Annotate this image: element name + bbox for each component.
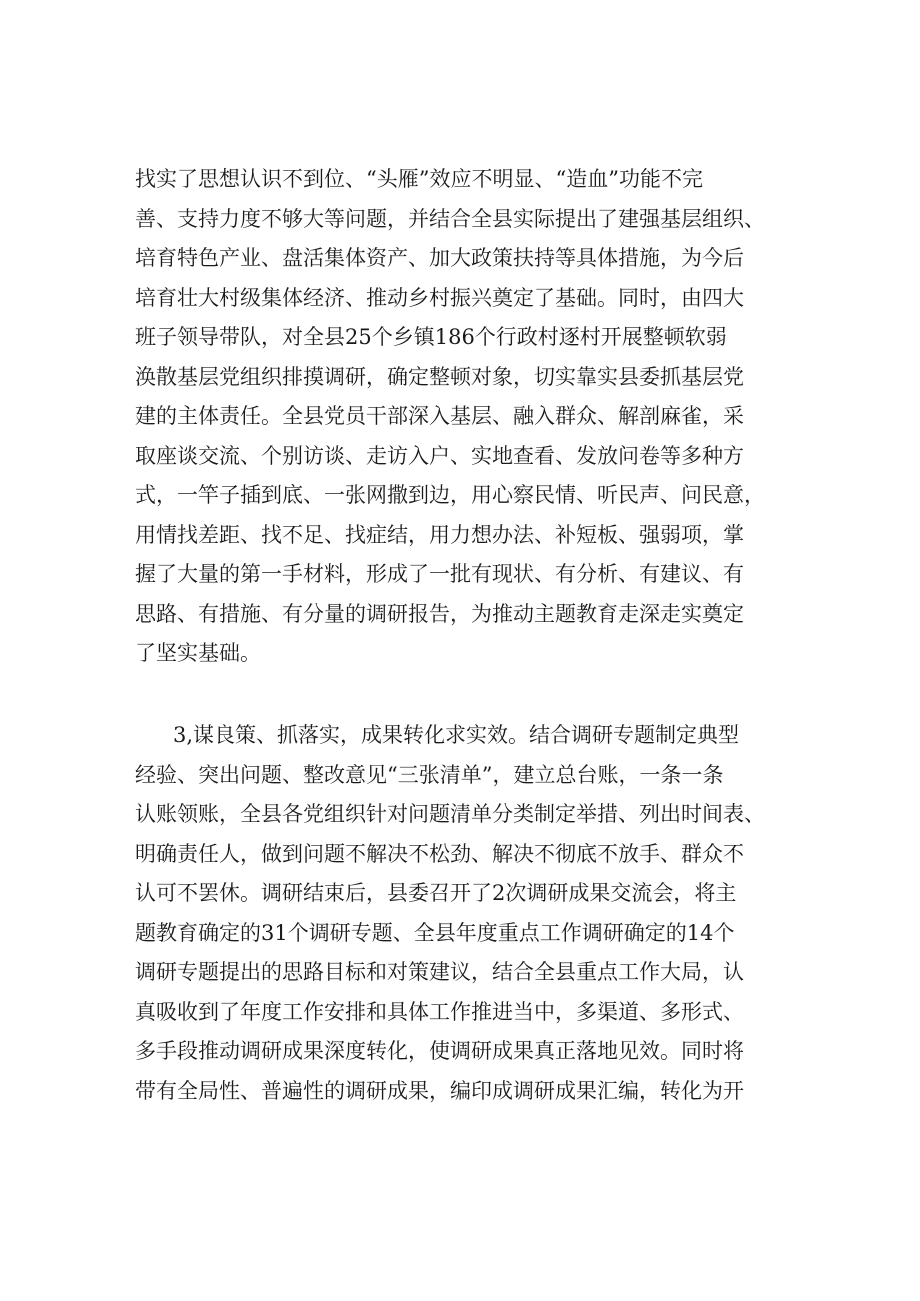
- paragraph-research-findings: [135, 160, 815, 674]
- text-line-first: 3,谋良策、抓落实，成果转化求实效。结合调研专题制定典型: [173, 723, 740, 747]
- text-line: 用情找差距、找不足、找症结，用力想办法、补短板、强弱项，掌: [135, 522, 744, 547]
- text-line: 找实了思想认识不到位、“头雁”效应不明显、“造血”功能不完: [135, 167, 703, 191]
- text-line: 善、支持力度不够大等问题，并结合全县实际提出了建强基层组织、: [135, 206, 765, 231]
- text-line: 认可不罢休。调研结束后，县委召开了2次调研成果交流会，将主: [135, 881, 737, 905]
- text-line: 明确责任人，做到问题不解决不松劲、解决不彻底不放手、群众不: [135, 841, 744, 866]
- text-line: 建的主体责任。全县党员干部深入基层、融入群众、解剖麻雀，采: [135, 404, 744, 428]
- text-line: 式，一竿子插到底、一张网撒到边，用心察民情、听民声、问民意，: [135, 483, 765, 507]
- text-line: 经验、突出问题、整改意见“三张清单”，建立总台账，一条一条: [135, 762, 724, 787]
- text-line: 认账领账，全县各党组织针对问题清单分类制定举措、列出时间表、: [135, 802, 765, 826]
- text-line: 调研专题提出的思路目标和对策建议，结合全县重点工作大局，认: [135, 960, 744, 984]
- text-line: 题教育确定的31个调研专题、全县年度重点工作调研确定的14个: [135, 920, 735, 945]
- text-line: 带有全局性、普遍性的调研成果，编印成调研成果汇编，转化为开: [135, 1078, 744, 1103]
- text-line: 多手段推动调研成果深度转化，使调研成果真正落地见效。同时将: [135, 1039, 744, 1063]
- text-line: 了坚实基础。: [135, 641, 261, 665]
- text-line: 培育特色产业、盘活集体资产、加大政策扶持等具体措施，为今后: [135, 246, 744, 270]
- text-line: 真吸收到了年度工作安排和具体工作推进当中，多渠道、多形式、: [135, 999, 744, 1024]
- text-line: 取座谈交流、个别访谈、走访入户、实地查看、发放问卷等多种方: [135, 443, 744, 468]
- text-line: 培育壮大村级集体经济、推动乡村振兴奠定了基础。同时，由四大: [135, 285, 744, 310]
- text-line: 思路、有措施、有分量的调研报告，为推动主题教育走深走实奠定: [135, 601, 744, 626]
- text-line: 握了大量的第一手材料，形成了一批有现状、有分析、有建议、有: [135, 562, 744, 586]
- text-line: 班子领导带队，对全县25个乡镇186个行政村逐村开展整顿软弱: [135, 325, 727, 349]
- paragraph-results-transformation: [135, 716, 815, 1111]
- text-line: 涣散基层党组织排摸调研，确定整顿对象，切实靠实县委抓基层党: [135, 364, 744, 389]
